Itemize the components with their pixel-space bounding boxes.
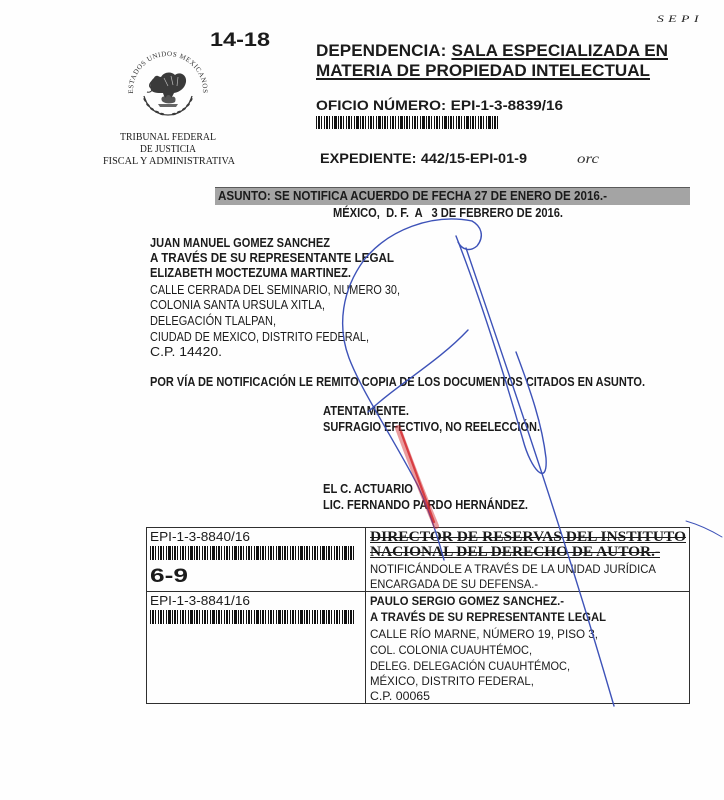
expediente-value: 442/15-EPI-01-9 (420, 150, 527, 166)
copy-recipient-line: DIRECTOR DE RESERVAS DEL INSTITUTO (370, 529, 686, 545)
copy-barcode (150, 546, 355, 560)
institution-line: TRIBUNAL FEDERAL (120, 132, 217, 143)
asunto-line (218, 190, 607, 203)
dependencia-value: SALA ESPECIALIZADA EN (451, 42, 668, 60)
recipient-address-line: CALLE CERRADA DEL SEMINARIO, NUMERO 30, (150, 283, 400, 297)
oficio-label: OFICIO NÚMERO: (316, 97, 447, 113)
table-border (146, 527, 690, 528)
recipient-address-line: DELEGACIÓN TLALPAN, (150, 314, 276, 328)
copy-mark: 6-9 (150, 566, 189, 587)
copy-detail-line: ENCARGADA DE SU DEFENSA.- (370, 577, 538, 591)
copy-detail-line: MÉXICO, DISTRITO FEDERAL, (370, 674, 534, 688)
copy-recipient-line: NACIONAL DEL DERECHO DE AUTOR.- (370, 544, 660, 560)
seal-lettering: ESTADOS UNIDOS MEXICANOS (126, 49, 210, 94)
recipient-address-line: COLONIA SANTA URSULA XITLA, (150, 298, 326, 312)
table-border (146, 527, 147, 704)
copy-oficio-number: EPI-1-3-8840/16 (150, 530, 250, 544)
copy-barcode (150, 610, 355, 624)
institution-line: FISCAL Y ADMINISTRATIVA (103, 156, 236, 167)
oficio-barcode (316, 116, 498, 129)
copy-recipient-line: A TRAVÉS DE SU REPRESENTANTE LEGAL (370, 610, 606, 624)
dependencia-label: DEPENDENCIA: (316, 42, 447, 60)
recipient-representative: ELIZABETH MOCTEZUMA MARTINEZ. (150, 266, 351, 280)
asunto-text: SE NOTIFICA ACUERDO DE FECHA 27 DE ENERO DE 2016.- (274, 189, 607, 203)
oficio-value: EPI-1-3-8839/16 (450, 97, 564, 113)
recipient-name: JUAN MANUEL GOMEZ SANCHEZ (150, 236, 331, 250)
eagle-emblem (143, 73, 193, 116)
dependencia-line (316, 43, 668, 60)
expediente-line (320, 151, 527, 165)
closing-salutation: ATENTAMENTE. (323, 404, 410, 418)
table-border (365, 527, 366, 704)
expediente-label: EXPEDIENTE: (320, 150, 417, 166)
closing-motto: SUFRAGIO EFECTIVO, NO REELECCIÓN. (323, 420, 541, 434)
place-date: MÉXICO, D. F. A 3 DE FEBRERO DE 2016. (333, 206, 563, 220)
handwritten-initials: orc (577, 152, 599, 167)
body-paragraph: POR VÍA DE NOTIFICACIÓN LE REMITO COPIA DE LOS DOCUMENTOS CITADOS EN ASUNTO. (150, 375, 646, 389)
recipient-address-line: C.P. 14420. (150, 345, 222, 359)
copy-recipient-line: PAULO SERGIO GOMEZ SANCHEZ.- (370, 594, 564, 608)
copy-detail-line: DELEG. DELEGACIÓN CUAUHTÉMOC, (370, 659, 571, 673)
copy-detail-line: CALLE RÍO MARNE, NÚMERO 19, PISO 3, (370, 627, 598, 641)
table-border (146, 703, 690, 704)
stamp-code: SEPI (657, 14, 704, 24)
national-seal (124, 46, 212, 134)
asunto-label: ASUNTO: (218, 189, 271, 203)
signer-name: LIC. FERNANDO PARDO HERNÁNDEZ. (323, 498, 528, 512)
copy-oficio-number: EPI-1-3-8841/16 (150, 594, 250, 608)
table-border (689, 527, 690, 704)
dependencia-value: MATERIA DE PROPIEDAD INTELECTUAL (316, 62, 650, 80)
recipient-address-line: CIUDAD DE MEXICO, DISTRITO FEDERAL, (150, 330, 369, 344)
signer-title: EL C. ACTUARIO (323, 482, 413, 496)
folio-number: 14-18 (210, 30, 270, 51)
copy-detail-line: NOTIFICÁNDOLE A TRAVÉS DE LA UNIDAD JURÍDICA (370, 562, 656, 576)
oficio-number-line (316, 98, 563, 112)
institution-line: DE JUSTICIA (140, 144, 196, 155)
copy-detail-line: COL. COLONIA CUAUHTÉMOC, (370, 643, 533, 657)
recipient-via: A TRAVÉS DE SU REPRESENTANTE LEGAL (150, 251, 394, 265)
copy-detail-line: C.P. 00065 (370, 689, 430, 703)
table-border (146, 591, 690, 592)
